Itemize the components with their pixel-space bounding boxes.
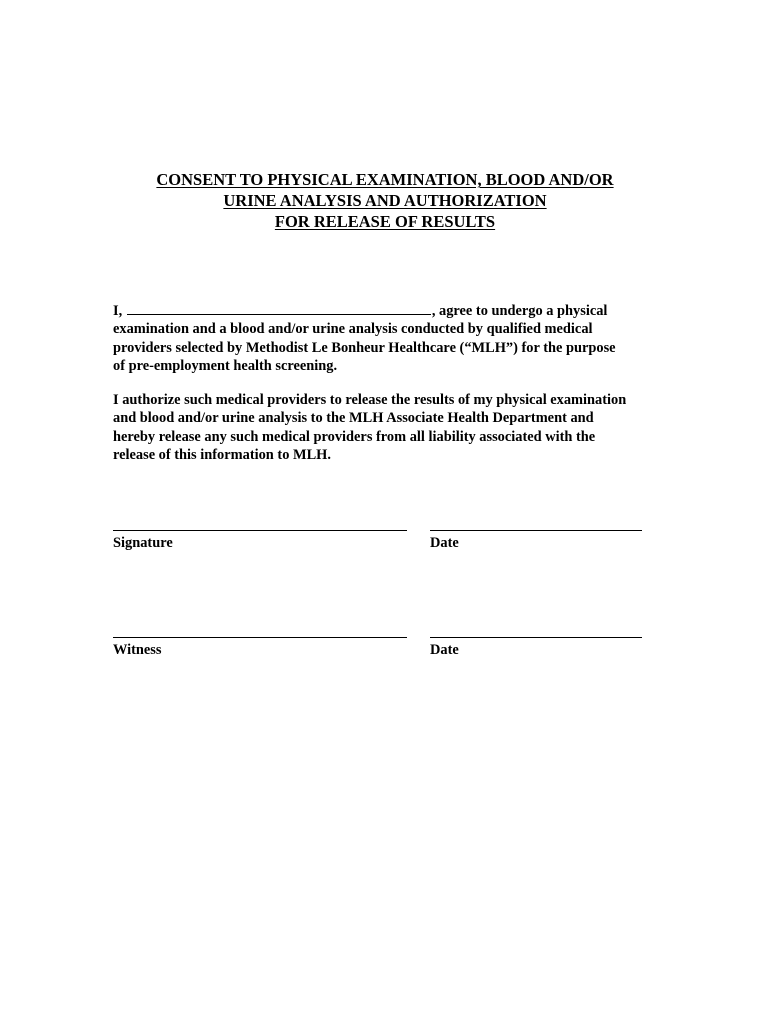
document-title (100, 169, 670, 232)
witness-date-label: Date (430, 642, 459, 658)
consent-line-2: examination and a blood and/or urine analysis conducted by qualified medical (113, 321, 593, 338)
consent-first-line (113, 302, 673, 320)
title-line-3: FOR RELEASE OF RESULTS (274, 212, 496, 231)
consent-paragraph (113, 302, 673, 375)
witness-label: Witness (113, 642, 162, 658)
signature-date-label: Date (430, 535, 459, 551)
signature-line[interactable] (113, 530, 407, 531)
witness-date-line[interactable] (430, 637, 642, 638)
consent-line-3: providers selected by Methodist Le Bonheur Healthcare (“MLH”) for the purpose (113, 339, 616, 356)
authorization-line-3: hereby release any such medical providers from all liability associated with the (113, 428, 596, 445)
signature-label: Signature (113, 535, 173, 551)
title-line-1: CONSENT TO PHYSICAL EXAMINATION, BLOOD AND/OR (156, 170, 614, 189)
name-blank-field[interactable] (127, 302, 431, 315)
signature-date-line[interactable] (430, 530, 642, 531)
authorization-line-1: I authorize such medical providers to release the results of my physical examination (113, 392, 627, 408)
consent-prefix: I, (113, 303, 123, 319)
title-line-2: URINE ANALYSIS AND AUTHORIZATION (223, 191, 547, 210)
consent-first-line-rest: , agree to undergo a physical (431, 303, 608, 319)
authorization-line-2: and blood and/or urine analysis to the MLH Associate Health Department and (113, 410, 594, 427)
authorization-line-4: release of this information to MLH. (113, 446, 331, 463)
authorization-paragraph (113, 391, 673, 464)
witness-line[interactable] (113, 637, 407, 638)
consent-line-4: of pre-employment health screening. (113, 357, 338, 374)
